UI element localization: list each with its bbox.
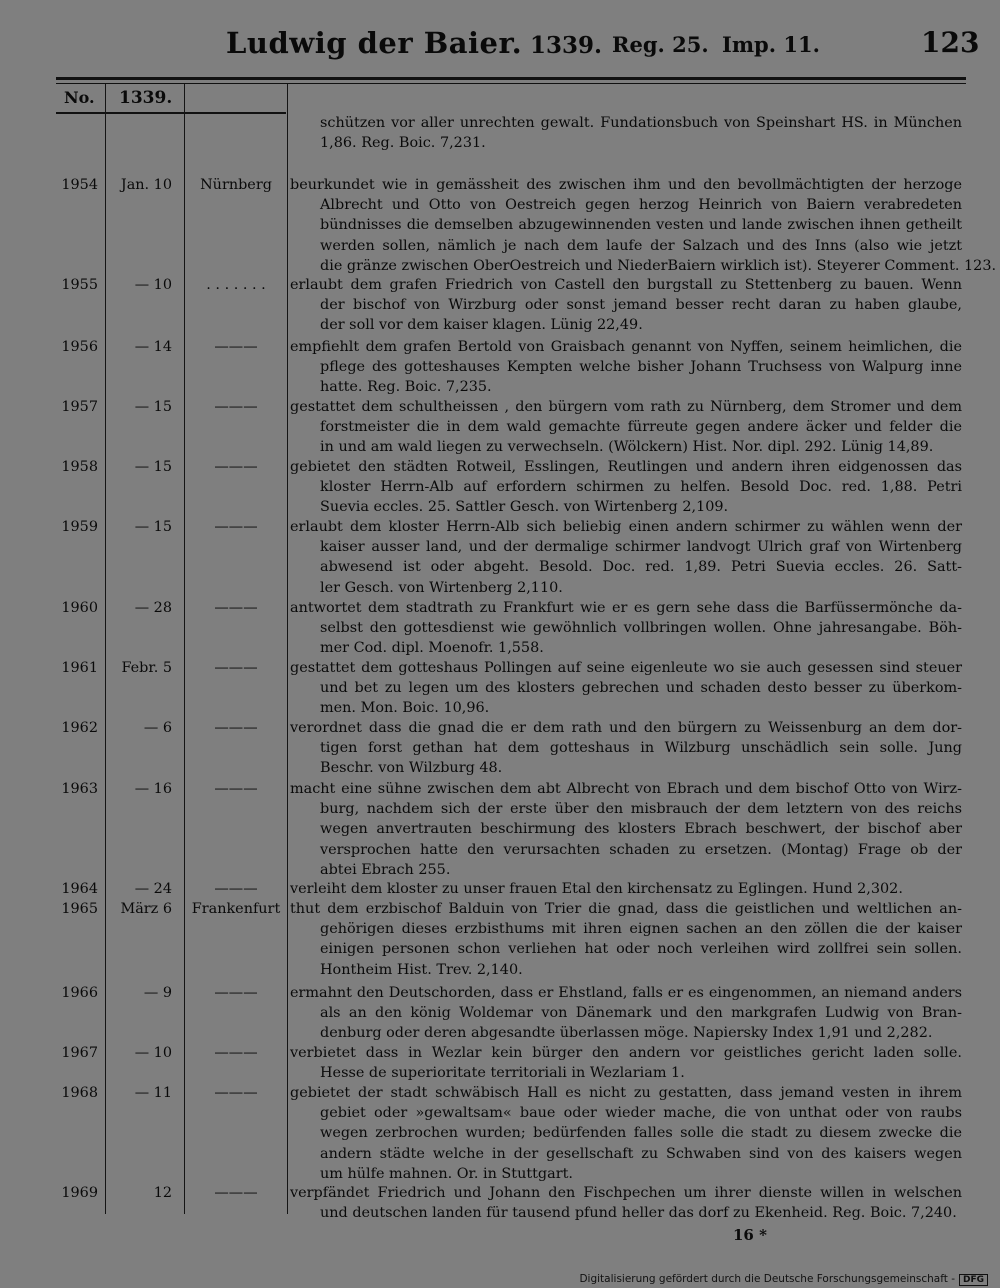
entry-text-line: die gränze zwischen OberOestreich und NiederBaiern wirklich ist). Steyerer Comment. 123. <box>320 257 997 274</box>
entry-number: 1956 <box>61 339 98 355</box>
entry-place: ——— <box>214 339 258 355</box>
entry-number: 1961 <box>61 660 98 676</box>
column-divider <box>184 84 185 1214</box>
entry-place: ——— <box>214 399 258 415</box>
entry-text-line: als an den könig Woldemar von Dänemark und den markgrafen Ludwig von Bran- <box>320 1005 962 1022</box>
entry-text-line: antwortet dem stadtrath zu Frankfurt wie er es gern sehe dass die Barfüssermönche da- <box>290 600 962 616</box>
digitization-credit <box>579 1273 988 1286</box>
column-header-year: 1339. <box>119 88 173 108</box>
entry-number: 1960 <box>61 600 98 616</box>
entry-text-line: Albrecht und Otto von Oestreich gegen herzog Heinrich von Baiern verabredeten <box>320 197 962 214</box>
entry-text-line: und bet zu legen um des klosters gebrechen und schaden desto besser zu überkom- <box>320 680 962 697</box>
signature-mark: 16 * <box>733 1226 767 1244</box>
entry-number: 1967 <box>61 1045 98 1061</box>
entry-text <box>290 113 962 153</box>
entry-number: 1964 <box>61 881 98 897</box>
entry-number: 1968 <box>61 1085 98 1101</box>
entry-place: Frankenfurt <box>191 901 281 917</box>
entry-place: ——— <box>214 459 258 475</box>
entry-text-line: verordnet dass die gnad die er dem rath und den bürgern zu Weissenburg an dem dor- <box>290 720 962 736</box>
entry-text-line: erlaubt dem kloster Herrn-Alb sich beliebig einen andern schirmer zu wählen wenn der <box>290 519 962 535</box>
entry-text-line: men. Mon. Boic. 10,96. <box>320 700 490 717</box>
entry-text-line: mer Cod. dipl. Moenofr. 1,558. <box>320 640 544 657</box>
entry-place: ——— <box>214 985 258 1001</box>
entry-text-line: gehörigen dieses erzbisthums mit ihren eignen sachen an den zöllen die der kaiser <box>320 921 962 938</box>
entry-text-line: wegen anvertrauten beschirmung des klosters Ebrach beschwert, der bischof aber <box>320 821 962 838</box>
entry-date: — 14 <box>134 339 172 355</box>
entry-date: Febr. 5 <box>121 660 172 676</box>
entry-date: — 15 <box>134 399 172 415</box>
entry-place: ——— <box>214 600 258 616</box>
entry-place: ——— <box>214 1045 258 1061</box>
entry-number: 1966 <box>61 985 98 1001</box>
entry-date: Jan. 10 <box>120 177 172 193</box>
entry-text <box>290 1083 962 1184</box>
entry-text <box>290 517 962 598</box>
entry-place: ——— <box>214 1085 258 1101</box>
entry-text-line: empfiehlt dem grafen Bertold von Graisbach genannt von Nyffen, seinem heimlichen, die <box>290 339 962 355</box>
entry-number: 1965 <box>61 901 98 917</box>
header-year: 1339. <box>530 32 603 59</box>
entry-place: . . . . . . . <box>206 277 266 293</box>
entry-text-line: gestattet dem schultheissen , den bürgern vom rath zu Nürnberg, dem Stromer und dem <box>290 399 962 415</box>
entry-date: — 9 <box>143 985 172 1001</box>
entry-place: ——— <box>214 881 258 897</box>
entry-text <box>290 337 962 398</box>
entry-number: 1969 <box>61 1185 98 1201</box>
entry-text-line: selbst den gottesdienst wie gewöhnlich vollbringen wollen. Ohne jahresangabe. Böh- <box>320 620 962 637</box>
entry-date: — 11 <box>134 1085 172 1101</box>
entry-text-line: pflege des gotteshauses Kempten welche bisher Johann Truchsess von Walpurg inne <box>320 359 962 376</box>
header-rule-thin <box>56 83 966 84</box>
entry-text-line: versprochen hatte den verursachten schaden zu ersetzen. (Montag) Frage ob der <box>320 841 962 858</box>
entry-text-line: werden sollen, nämlich je nach dem laufe der Salzach und des Inns (also wie jetzt <box>320 237 962 254</box>
entry-date: — 10 <box>134 1045 172 1061</box>
entry-text-line: beurkundet wie in gemässheit des zwischen ihm und den bevollmächtigten der herzoge <box>290 177 962 193</box>
entry-text-line: der bischof von Wirzburg oder sonst jemand besser recht daran zu haben glaube, <box>320 297 962 314</box>
entry-number: 1963 <box>61 781 98 797</box>
entry-text <box>290 598 962 659</box>
entry-text-line: kloster Herrn-Alb auf erfordern schirmen zu helfen. Besold Doc. red. 1,88. Petri <box>320 479 962 496</box>
entry-number: 1957 <box>61 399 98 415</box>
entry-place: ——— <box>214 720 258 736</box>
header-regierungsjahr: Reg. 25. <box>612 32 709 57</box>
entry-place: Nürnberg <box>200 177 272 193</box>
entry-text-line: gebietet den städten Rotweil, Esslingen, Reutlingen und andern ihren eidgenossen das <box>290 459 962 475</box>
entry-text-line: gebiet oder »gewaltsam« baue oder wieder mache, die von unthat oder von raubs <box>320 1105 962 1122</box>
entry-text-line: wegen zerbrochen wurden; bedürfenden falles solle die stadt zu diesem zwecke die <box>320 1125 962 1142</box>
entry-text-line: und deutschen landen für tausend pfund heller das dorf zu Ekenheid. Reg. Boic. 7,240. <box>320 1205 957 1222</box>
entry-text <box>290 1043 962 1083</box>
entry-text <box>290 1183 962 1223</box>
entry-text <box>290 457 962 518</box>
entry-text-line: forstmeister die in dem wald gemachte fürreute gegen andere äcker und felder die <box>320 419 962 436</box>
entry-text-line: Suevia eccles. 25. Sattler Gesch. von Wirtenberg 2,109. <box>320 499 729 516</box>
entry-date: — 16 <box>134 781 172 797</box>
dfg-logo: DFG <box>959 1274 988 1286</box>
entry-text-line: um hülfe mahnen. Or. in Stuttgart. <box>320 1165 573 1182</box>
entry-text-line: in und am wald liegen zu verwechseln. (Wölckern) Hist. Nor. dipl. 292. Lünig 14,89. <box>320 439 934 456</box>
entry-text-line: verbietet dass in Wezlar kein bürger den andern vor geistliches gericht laden solle. <box>290 1045 962 1061</box>
entry-date: — 15 <box>134 519 172 535</box>
entry-text <box>290 983 962 1044</box>
entry-text <box>290 779 962 880</box>
entry-text-line: gebietet der stadt schwäbisch Hall es nicht zu gestatten, dass jemand vesten in ihrem <box>290 1085 962 1101</box>
entry-text-line: gestattet dem gotteshaus Pollingen auf seine eigenleute wo sie auch gesessen sind steuer <box>290 660 962 676</box>
entry-number: 1962 <box>61 720 98 736</box>
entry-number: 1959 <box>61 519 98 535</box>
entry-place: ——— <box>214 519 258 535</box>
entry-text-line: Hesse de superioritate territoriali in Wezlariam 1. <box>320 1065 685 1082</box>
entry-text-line: andern städte welche in der gesellschaft zu Schwaben sind von des kaisers wegen <box>320 1145 962 1162</box>
header-rule-thick <box>56 77 966 80</box>
entry-text-line: einigen personen schon verliehen hat oder noch verleihen wird zollfrei sein sollen. <box>320 941 962 958</box>
entry-text-line: verpfändet Friedrich und Johann den Fischpechen um ihrer dienste willen in welschen <box>290 1185 962 1201</box>
entry-place: ——— <box>214 1185 258 1201</box>
entry-date: — 10 <box>134 277 172 293</box>
entry-text-line: kaiser ausser land, und der dermalige schirmer landvogt Ulrich graf von Wirtenberg <box>320 539 962 556</box>
entry-text-line: erlaubt dem grafen Friedrich von Castell den burgstall zu Stettenberg zu bauen. Wenn <box>290 277 962 293</box>
page-header <box>0 22 1000 72</box>
entry-text-line: burg, nachdem sich der erste über den misbrauch der dem letztern von des reichs <box>320 801 962 818</box>
credit-text: Digitalisierung gefördert durch die Deutsche Forschungsgemeinschaft - <box>579 1273 955 1285</box>
entry-text-line: thut dem erzbischof Balduin von Trier die gnad, dass die geistlichen und weltlichen an- <box>290 901 962 917</box>
entry-number: 1954 <box>61 177 98 193</box>
entry-text-line: verleiht dem kloster zu unser frauen Etal den kirchensatz zu Eglingen. Hund 2,302. <box>290 881 903 897</box>
entry-text <box>290 879 962 899</box>
page-number: 123 <box>921 26 980 59</box>
entry-place: ——— <box>214 660 258 676</box>
entry-text-line: hatte. Reg. Boic. 7,235. <box>320 379 492 396</box>
entry-text-line: macht eine sühne zwischen dem abt Albrecht von Ebrach und dem bischof Otto von Wirz- <box>290 781 962 797</box>
entry-number: 1955 <box>61 277 98 293</box>
entry-text-line: Hontheim Hist. Trev. 2,140. <box>320 961 523 978</box>
entry-text-line: 1,86. Reg. Boic. 7,231. <box>320 135 486 152</box>
entry-date: — 24 <box>134 881 172 897</box>
entry-text <box>290 718 962 779</box>
entry-text-line: ermahnt den Deutschorden, dass er Ehstland, falls er es eingenommen, an niemand anders <box>290 985 962 1001</box>
entry-text-line: abtei Ebrach 255. <box>320 861 451 878</box>
entry-date: — 28 <box>134 600 172 616</box>
entry-text-line: ler Gesch. von Wirtenberg 2,110. <box>320 579 563 596</box>
entry-text-line: der soll vor dem kaiser klagen. Lünig 22,49. <box>320 317 643 334</box>
entry-place: ——— <box>214 781 258 797</box>
entry-text-line: tigen forst gethan hat dem gotteshaus in Wilzburg unschädlich sein solle. Jung <box>320 740 962 757</box>
entry-text-line: bündnisses die demselben abzugewinnenden vesten und lande zwischen ihnen getheilt <box>320 217 962 234</box>
entry-text-line: schützen vor aller unrechten gewalt. Fundationsbuch von Speinshart HS. in München <box>320 115 962 131</box>
entry-date: — 6 <box>143 720 172 736</box>
entry-date: — 15 <box>134 459 172 475</box>
column-divider <box>287 84 288 1214</box>
header-kaiserjahr: Imp. 11. <box>722 32 820 57</box>
entry-text-line: denburg oder deren abgesandte überlassen möge. Napiersky Index 1,91 und 2,282. <box>320 1025 933 1042</box>
entry-number: 1958 <box>61 459 98 475</box>
entry-text <box>290 899 962 980</box>
column-header-number: No. <box>64 88 95 107</box>
entry-text-line: abwesend ist oder abgeht. Besold. Doc. red. 1,89. Petri Suevia eccles. 26. Satt- <box>320 559 962 576</box>
entry-text <box>290 397 962 458</box>
entry-text <box>290 275 962 336</box>
column-header-rule <box>56 112 286 114</box>
entry-date: 12 <box>153 1185 172 1201</box>
running-title: Ludwig der Baier. <box>226 26 523 60</box>
entry-date: März 6 <box>120 901 172 917</box>
entry-text <box>290 658 962 719</box>
entry-text <box>290 175 997 276</box>
entry-text-line: Beschr. von Wilzburg 48. <box>320 760 503 777</box>
